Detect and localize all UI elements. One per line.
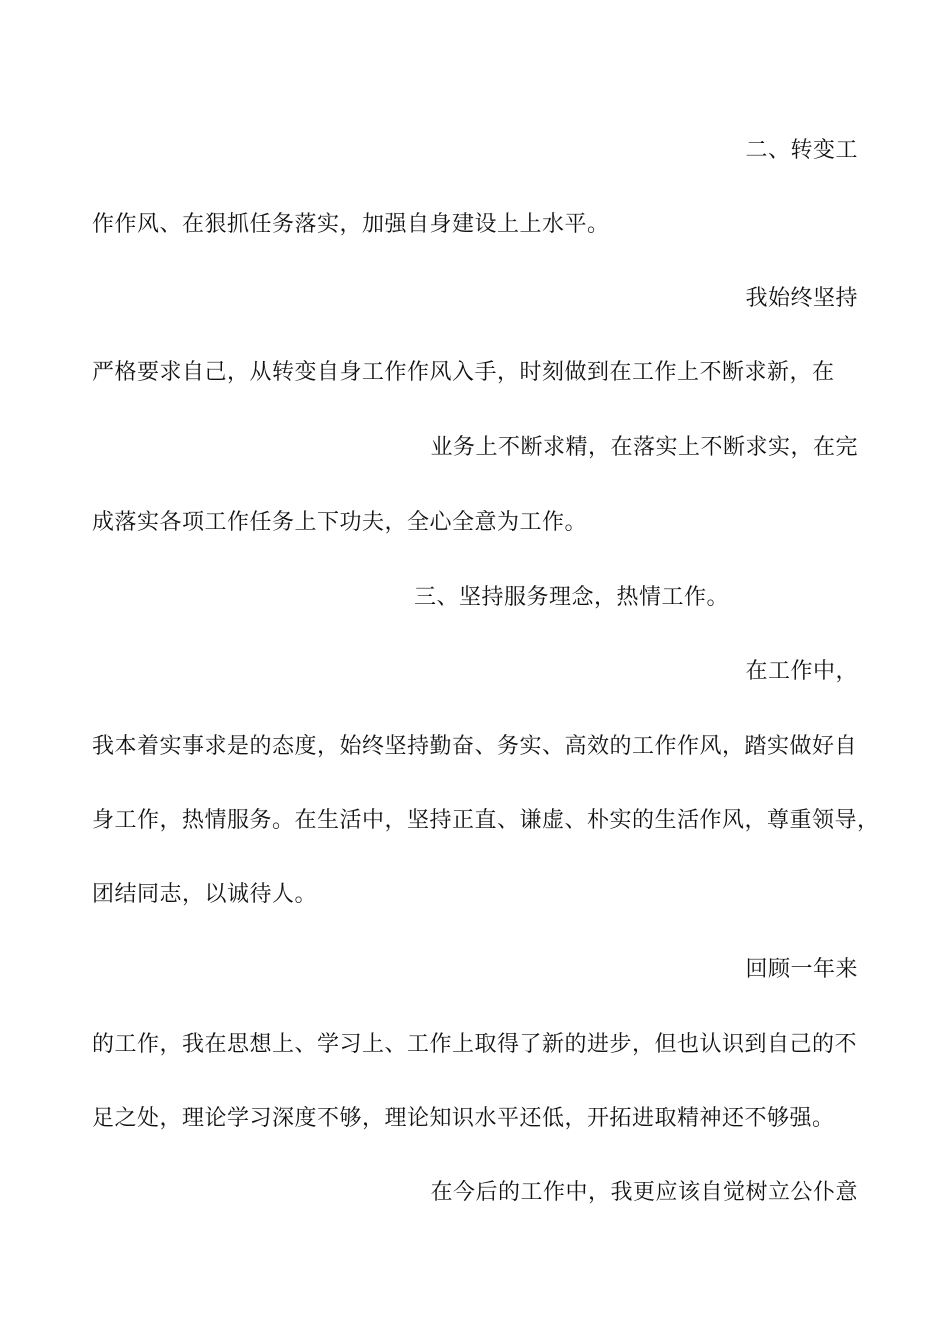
heading-section-three: 三、坚持服务理念，热情工作。 [414, 585, 730, 610]
paragraph-line: 在工作中， [745, 659, 858, 684]
paragraph-line: 严格要求自己，从转变自身工作作风入手，时刻做到在工作上不断求新，在 [92, 360, 835, 385]
paragraph-line: 我本着实事求是的态度，始终坚持勤奋、务实、高效的工作作风，踏实做好自 [92, 734, 858, 759]
paragraph-line: 足之处，理论学习深度不够，理论知识水平还低，开拓进取精神还不够强。 [92, 1106, 835, 1131]
paragraph-line: 团结同志，以诚待人。 [92, 882, 318, 907]
paragraph-line: 我始终坚持 [745, 286, 858, 311]
paragraph-line: 在今后的工作中，我更应该自觉树立公仆意 [430, 1180, 858, 1205]
paragraph-line: 成落实各项工作任务上下功夫，全心全意为工作。 [92, 510, 588, 535]
heading-section-two-part1: 二、转变工 [745, 138, 858, 163]
paragraph-line: 作作风、在狠抓任务落实，加强自身建设上上水平。 [92, 212, 610, 237]
paragraph-line: 回顾一年来 [745, 957, 858, 982]
paragraph-line: 业务上不断求精，在落实上不断求实，在完 [430, 435, 858, 460]
paragraph-line: 的工作，我在思想上、学习上、工作上取得了新的进步，但也认识到自己的不 [92, 1032, 858, 1057]
paragraph-line: 身工作，热情服务。在生活中，坚持正直、谦虚、朴实的生活作风，尊重领导， [92, 808, 880, 833]
